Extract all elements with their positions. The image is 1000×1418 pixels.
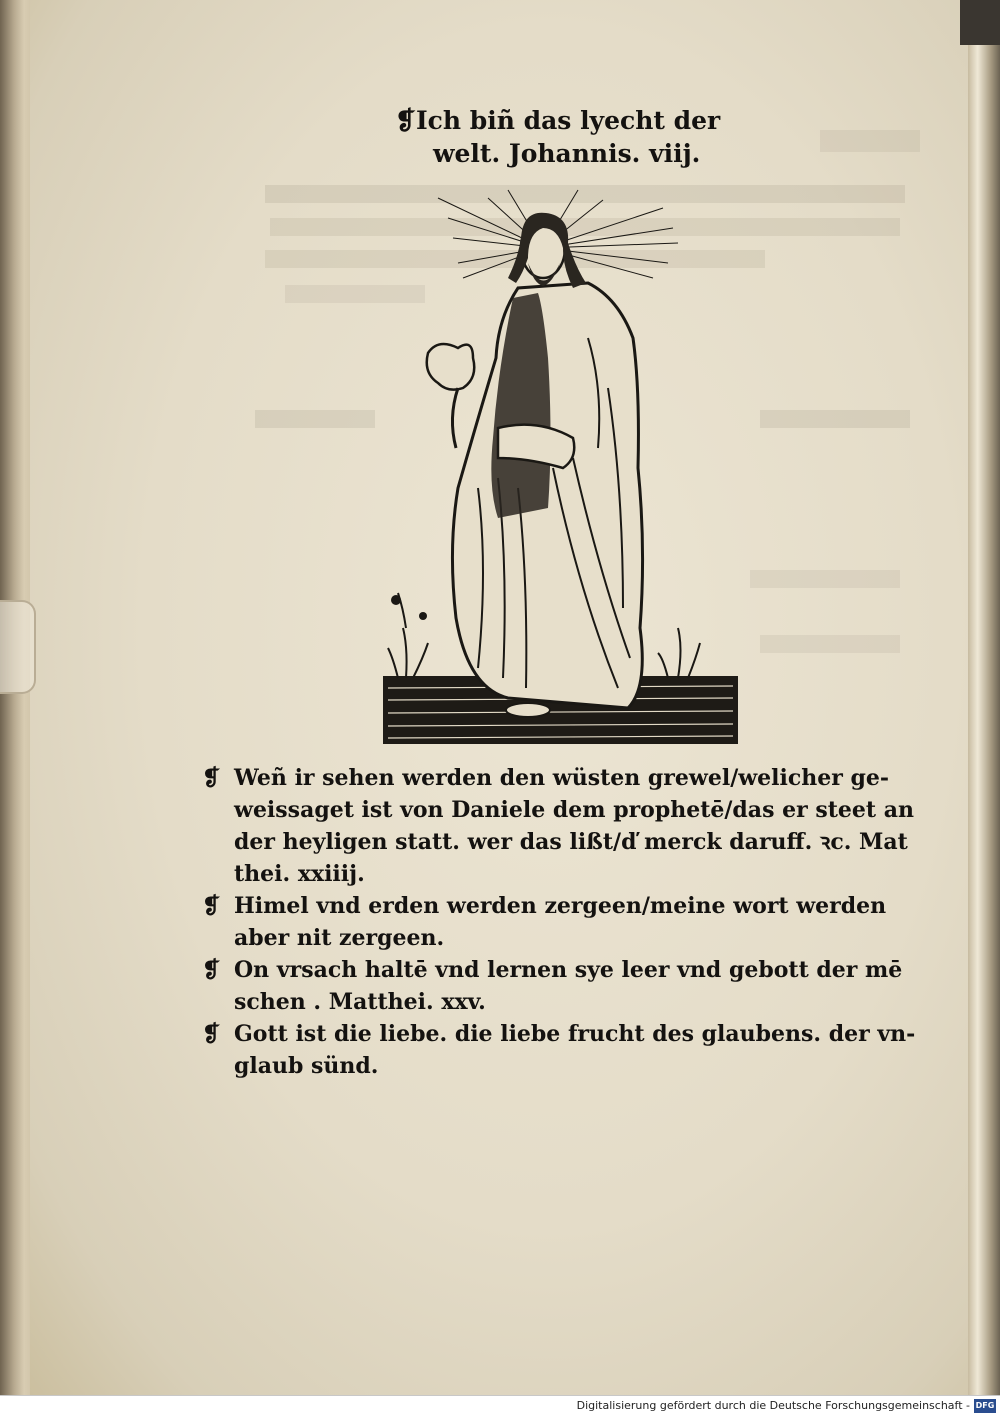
verse-paragraph-1	[200, 762, 914, 890]
verse-text-block	[200, 762, 916, 1082]
verse-line: glaub sünd.	[234, 1053, 379, 1079]
dfg-logo[interactable]: DFG	[974, 1399, 996, 1413]
pilcrow-icon: ❡	[202, 765, 221, 791]
verse-line: Gott ist die liebe. die liebe frucht des glaubens. der vn-	[234, 1021, 916, 1047]
footer-bar	[0, 1395, 1000, 1418]
page-heading	[395, 104, 725, 170]
scan-corner	[960, 0, 1000, 45]
verse-line: thei. xxiiij.	[234, 861, 365, 887]
verse-paragraph-2	[200, 890, 910, 954]
verse-line: weissaget ist von Daniele dem prophetē/das er steet an	[234, 797, 914, 823]
funding-credit: Digitalisierung gefördert durch die Deutsche Forschungsgemeinschaft -	[576, 1399, 970, 1412]
verse-line: der heyligen statt. wer das lißt/ď merck daruff. ꝛc. Mat	[234, 829, 908, 855]
verse-line: On vrsach haltē vnd lernen sye leer vnd gebott der mē	[234, 957, 903, 983]
pilcrow-icon: ❡	[395, 106, 416, 135]
page-stack-edge	[968, 40, 1000, 1395]
heading-line-1	[395, 104, 725, 137]
verse-paragraph-3	[200, 954, 910, 1018]
verse-line: aber nit zergeen.	[234, 925, 445, 951]
verse-line: Himel vnd erden werden zergeen/meine wort werden	[234, 893, 887, 919]
pilcrow-icon: ❡	[202, 893, 221, 919]
foot	[506, 703, 550, 717]
pilcrow-icon: ❡	[202, 957, 221, 983]
verse-line: schen . Matthei. xxv.	[234, 989, 486, 1015]
flower	[391, 593, 427, 628]
verse-paragraph-4	[200, 1018, 916, 1082]
pilcrow-icon: ❡	[202, 1021, 221, 1047]
page-clip	[0, 600, 36, 694]
heading-line-2: welt. Johannis. viij.	[433, 139, 701, 168]
verse-line: Weñ ir sehen werden den wüsten grewel/welicher ge-	[234, 765, 890, 791]
raised-hand	[427, 344, 475, 390]
heading-text-1: Ich biñ das lyecht der	[415, 106, 721, 135]
woodcut-figure-illustration	[378, 188, 742, 748]
